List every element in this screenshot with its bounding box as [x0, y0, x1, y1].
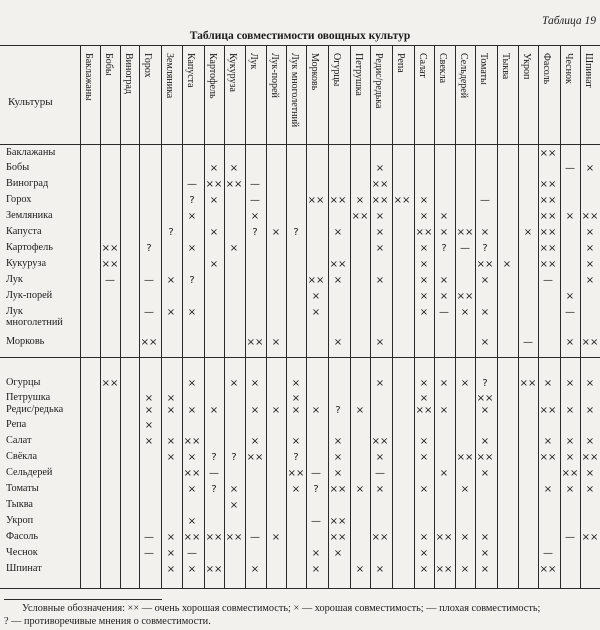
legend-line-2: ? — противоречивые мнения о совместимости. [4, 616, 211, 627]
compatibility-mark: ×× [581, 211, 599, 222]
compatibility-mark: ? [189, 195, 195, 206]
compatibility-mark: — [565, 307, 575, 318]
compatibility-mark: ×× [539, 405, 557, 416]
compatibility-mark: × [311, 405, 321, 416]
row-label: Бобы [6, 162, 30, 173]
compatibility-mark: × [585, 243, 595, 254]
compatibility-mark: × [375, 211, 385, 222]
column-header: Виноград [123, 53, 134, 95]
compatibility-mark: — [565, 532, 575, 543]
row-label: Кукуруза [6, 258, 47, 269]
compatibility-mark: × [209, 259, 219, 270]
column-header: Лук [248, 53, 259, 70]
compatibility-mark: × [585, 227, 595, 238]
compatibility-mark: — [144, 532, 154, 543]
compatibility-mark: — [375, 468, 385, 479]
row-label: Картофель [6, 242, 53, 253]
compatibility-mark: ×× [329, 516, 347, 527]
compatibility-mark: ? [211, 452, 217, 463]
compatibility-mark: × [355, 564, 365, 575]
compatibility-mark: × [250, 436, 260, 447]
compatibility-mark: × [250, 211, 260, 222]
compatibility-mark: ×× [539, 148, 557, 159]
compatibility-mark: × [209, 163, 219, 174]
compatibility-mark: × [333, 337, 343, 348]
column-header: Петрушка [353, 53, 364, 96]
compatibility-mark: × [144, 436, 154, 447]
column-divider [350, 45, 351, 588]
compatibility-mark: × [565, 291, 575, 302]
compatibility-mark: × [375, 337, 385, 348]
compatibility-mark: ×× [329, 195, 347, 206]
compatibility-mark: ×× [476, 393, 494, 404]
compatibility-mark: ? [293, 452, 299, 463]
compatibility-mark: ×× [205, 564, 223, 575]
compatibility-mark: ×× [140, 337, 158, 348]
column-header: Земляника [164, 53, 175, 99]
legend-line-1: Условные обозначения: ×× — очень хорошая совместимость; × — хорошая совместимость; — плохая совместимость; [22, 603, 541, 614]
compatibility-mark: × [355, 405, 365, 416]
compatibility-mark: — [543, 275, 553, 286]
compatibility-mark: × [291, 405, 301, 416]
column-header: Салат [417, 53, 428, 78]
compatibility-mark: ? [441, 243, 447, 254]
compatibility-mark: × [585, 484, 595, 495]
compatibility-mark: × [166, 532, 176, 543]
column-header: Чеснок [563, 53, 574, 84]
table-rule [0, 588, 600, 589]
compatibility-mark: — [480, 195, 490, 206]
compatibility-mark: × [439, 211, 449, 222]
compatibility-mark: ×× [539, 211, 557, 222]
compatibility-mark: × [166, 564, 176, 575]
compatibility-mark: × [291, 378, 301, 389]
compatibility-mark: × [419, 307, 429, 318]
column-header: Шпинат [583, 53, 594, 88]
compatibility-mark: × [166, 307, 176, 318]
row-label: Редис/редька [6, 404, 64, 415]
column-divider [392, 45, 393, 588]
compatibility-mark: × [271, 405, 281, 416]
compatibility-mark: ? [482, 378, 488, 389]
column-header: Свекла [437, 53, 448, 84]
compatibility-mark: × [209, 195, 219, 206]
compatibility-mark: — [543, 548, 553, 559]
compatibility-mark: × [480, 227, 490, 238]
column-header: Томаты [478, 53, 489, 85]
compatibility-mark: × [480, 405, 490, 416]
row-label: Огурцы [6, 377, 41, 388]
compatibility-mark: × [565, 436, 575, 447]
compatibility-mark: ×× [539, 179, 557, 190]
compatibility-mark: × [502, 259, 512, 270]
compatibility-mark: ? [189, 275, 195, 286]
compatibility-mark: ? [146, 243, 152, 254]
compatibility-mark: ×× [561, 468, 579, 479]
compatibility-mark: × [291, 393, 301, 404]
column-divider [245, 45, 246, 588]
compatibility-mark: ×× [371, 532, 389, 543]
compatibility-mark: × [229, 378, 239, 389]
compatibility-mark: ×× [287, 468, 305, 479]
compatibility-mark: × [439, 275, 449, 286]
column-header: Горох [142, 53, 153, 78]
compatibility-mark: — [144, 275, 154, 286]
compatibility-mark: × [585, 378, 595, 389]
compatibility-mark: × [565, 211, 575, 222]
compatibility-mark: × [480, 468, 490, 479]
compatibility-mark: × [375, 452, 385, 463]
row-label: Капуста [6, 226, 42, 237]
compatibility-mark: × [355, 484, 365, 495]
compatibility-mark: × [187, 243, 197, 254]
compatibility-mark: ×× [415, 405, 433, 416]
compatibility-mark: × [166, 452, 176, 463]
row-label: Салат [6, 435, 32, 446]
compatibility-mark: ×× [539, 564, 557, 575]
table-title: Таблица совместимости овощных культур [189, 30, 411, 42]
compatibility-mark: × [419, 564, 429, 575]
compatibility-mark: × [419, 243, 429, 254]
row-label: Морковь [6, 336, 45, 347]
compatibility-mark: ? [168, 227, 174, 238]
compatibility-mark: × [187, 484, 197, 495]
compatibility-mark: ×× [476, 259, 494, 270]
compatibility-mark: — [144, 307, 154, 318]
row-label: Шпинат [6, 563, 42, 574]
compatibility-mark: ×× [519, 378, 537, 389]
column-header: Лук многолетний [289, 53, 300, 128]
compatibility-mark: × [419, 452, 429, 463]
compatibility-mark: × [144, 420, 154, 431]
compatibility-mark: — [523, 337, 533, 348]
column-header: Баклажаны [83, 53, 94, 101]
compatibility-mark: ×× [101, 243, 119, 254]
compatibility-mark: × [419, 484, 429, 495]
row-label: Репа [6, 419, 27, 430]
column-header: Кукуруза [227, 53, 238, 92]
compatibility-mark: ×× [581, 532, 599, 543]
row-label: Лук [6, 274, 23, 285]
compatibility-mark: ? [211, 484, 217, 495]
compatibility-mark: × [271, 227, 281, 238]
compatibility-mark: × [355, 195, 365, 206]
compatibility-mark: ×× [371, 436, 389, 447]
compatibility-mark: × [271, 337, 281, 348]
compatibility-mark: ×× [183, 436, 201, 447]
compatibility-mark: ×× [393, 195, 411, 206]
compatibility-mark: × [480, 564, 490, 575]
compatibility-mark: ×× [456, 227, 474, 238]
compatibility-mark: × [585, 275, 595, 286]
compatibility-mark: × [565, 378, 575, 389]
row-label: Свёкла [6, 451, 38, 462]
compatibility-mark: × [419, 291, 429, 302]
compatibility-mark: ×× [183, 468, 201, 479]
compatibility-mark: × [565, 484, 575, 495]
compatibility-mark: ×× [371, 195, 389, 206]
compatibility-mark: ? [313, 484, 319, 495]
column-header: Огурцы [331, 53, 342, 87]
row-label: Горох [6, 194, 32, 205]
column-divider [80, 45, 81, 588]
compatibility-mark: × [187, 452, 197, 463]
compatibility-mark: ? [293, 227, 299, 238]
column-divider [204, 45, 205, 588]
compatibility-mark: × [291, 436, 301, 447]
compatibility-mark: — [311, 468, 321, 479]
compatibility-mark: × [585, 468, 595, 479]
compatibility-mark: × [585, 436, 595, 447]
compatibility-mark: × [480, 275, 490, 286]
compatibility-mark: × [460, 532, 470, 543]
compatibility-mark: × [480, 532, 490, 543]
compatibility-mark: — [209, 468, 219, 479]
compatibility-mark: × [311, 307, 321, 318]
column-divider [538, 45, 539, 588]
compatibility-mark: — [187, 548, 197, 559]
compatibility-mark: — [250, 195, 260, 206]
column-header: Укроп [521, 53, 532, 80]
column-header: Фасоль [541, 53, 552, 85]
row-label: Лук многолетний [6, 306, 63, 328]
row-label: Земляника [6, 210, 53, 221]
compatibility-mark: ? [482, 243, 488, 254]
compatibility-mark: ? [231, 452, 237, 463]
table-number: Таблица 19 [541, 15, 596, 27]
column-header: Капуста [185, 53, 196, 88]
row-label: Сельдерей [6, 467, 53, 478]
column-divider [120, 45, 121, 588]
compatibility-mark: × [375, 484, 385, 495]
compatibility-mark: ? [335, 405, 341, 416]
compatibility-mark: × [460, 307, 470, 318]
compatibility-mark: × [311, 564, 321, 575]
column-header: Лук-порей [269, 53, 280, 98]
compatibility-mark: ×× [539, 259, 557, 270]
compatibility-mark: ×× [307, 195, 325, 206]
compatibility-mark: × [144, 405, 154, 416]
compatibility-mark: × [375, 564, 385, 575]
crops-column-header: Культуры [8, 96, 53, 108]
compatibility-mark: × [480, 436, 490, 447]
compatibility-mark: × [419, 378, 429, 389]
row-label: Укроп [6, 515, 34, 526]
compatibility-mark: ×× [456, 291, 474, 302]
compatibility-mark: × [229, 163, 239, 174]
compatibility-mark: ×× [539, 227, 557, 238]
row-label: Чеснок [6, 547, 38, 558]
compatibility-mark: ×× [101, 378, 119, 389]
compatibility-mark: × [209, 227, 219, 238]
compatibility-mark: × [166, 405, 176, 416]
compatibility-mark: × [480, 307, 490, 318]
compatibility-mark: ×× [307, 275, 325, 286]
compatibility-mark: ×× [329, 259, 347, 270]
compatibility-mark: × [333, 548, 343, 559]
compatibility-mark: — [439, 307, 449, 318]
row-label: Баклажаны [6, 147, 56, 158]
compatibility-mark: — [460, 243, 470, 254]
compatibility-mark: × [333, 436, 343, 447]
compatibility-mark: ×× [225, 532, 243, 543]
column-header: Репа [395, 53, 406, 73]
compatibility-mark: × [375, 243, 385, 254]
compatibility-mark: × [419, 548, 429, 559]
table-rule [0, 144, 600, 145]
compatibility-mark: ×× [476, 452, 494, 463]
compatibility-mark: × [460, 378, 470, 389]
compatibility-mark: ×× [246, 452, 264, 463]
compatibility-mark: ×× [435, 532, 453, 543]
compatibility-mark: — [187, 179, 197, 190]
compatibility-mark: × [166, 393, 176, 404]
compatibility-mark: × [565, 337, 575, 348]
compatibility-mark: × [419, 275, 429, 286]
column-divider [100, 45, 101, 588]
compatibility-mark: ×× [225, 179, 243, 190]
compatibility-mark: ×× [539, 243, 557, 254]
compatibility-mark: × [585, 259, 595, 270]
compatibility-mark: × [565, 405, 575, 416]
compatibility-mark: × [187, 516, 197, 527]
compatibility-mark: × [419, 436, 429, 447]
compatibility-mark: ×× [371, 179, 389, 190]
row-label: Петрушка [6, 392, 51, 403]
row-label: Виноград [6, 178, 49, 189]
compatibility-mark: × [375, 275, 385, 286]
compatibility-mark: — [311, 516, 321, 527]
compatibility-mark: × [439, 468, 449, 479]
row-label: Фасоль [6, 531, 39, 542]
column-divider [497, 45, 498, 588]
compatibility-mark: ×× [246, 337, 264, 348]
compatibility-mark: × [250, 564, 260, 575]
compatibility-mark: ×× [205, 532, 223, 543]
compatibility-mark: × [439, 227, 449, 238]
compatibility-mark: × [333, 227, 343, 238]
compatibility-mark: × [585, 163, 595, 174]
row-label: Лук-порей [6, 290, 53, 301]
row-label: Томаты [6, 483, 39, 494]
row-label: Тыква [6, 499, 33, 510]
compatibility-mark: × [271, 532, 281, 543]
compatibility-mark: × [523, 227, 533, 238]
compatibility-mark: × [480, 548, 490, 559]
compatibility-mark: ×× [329, 484, 347, 495]
column-divider [518, 45, 519, 588]
compatibility-mark: × [460, 564, 470, 575]
compatibility-mark: ×× [351, 211, 369, 222]
column-header: Редис/редька [373, 53, 384, 109]
column-header: Сельдерей [458, 53, 469, 99]
compatibility-mark: × [229, 500, 239, 511]
table-rule [0, 45, 600, 46]
compatibility-mark: × [543, 378, 553, 389]
compatibility-mark: × [439, 378, 449, 389]
column-header: Бобы [103, 53, 114, 76]
compatibility-mark: ×× [205, 179, 223, 190]
compatibility-mark: × [439, 291, 449, 302]
compatibility-mark: × [144, 393, 154, 404]
compatibility-mark: ×× [435, 564, 453, 575]
compatibility-mark: — [144, 548, 154, 559]
compatibility-mark: × [333, 452, 343, 463]
compatibility-mark: × [311, 291, 321, 302]
compatibility-mark: ×× [539, 195, 557, 206]
compatibility-mark: × [250, 405, 260, 416]
compatibility-mark: × [291, 484, 301, 495]
compatibility-mark: × [460, 484, 470, 495]
column-divider [286, 45, 287, 588]
compatibility-mark: × [311, 548, 321, 559]
compatibility-mark: ×× [329, 532, 347, 543]
column-header: Картофель [207, 53, 218, 99]
compatibility-mark: × [565, 452, 575, 463]
legend-divider [4, 599, 162, 600]
compatibility-mark: × [439, 405, 449, 416]
compatibility-mark: × [187, 211, 197, 222]
compatibility-mark: × [250, 378, 260, 389]
compatibility-mark: × [209, 405, 219, 416]
column-divider [580, 45, 581, 588]
compatibility-mark: × [187, 378, 197, 389]
compatibility-mark: × [333, 275, 343, 286]
compatibility-mark: × [419, 259, 429, 270]
table-rule [0, 357, 600, 358]
compatibility-mark: × [333, 468, 343, 479]
column-divider [370, 45, 371, 588]
compatibility-mark: — [105, 275, 115, 286]
compatibility-mark: × [375, 227, 385, 238]
compatibility-mark: ×× [415, 227, 433, 238]
compatibility-mark: × [375, 378, 385, 389]
compatibility-mark: × [187, 564, 197, 575]
compatibility-mark: × [166, 436, 176, 447]
compatibility-mark: ×× [456, 452, 474, 463]
compatibility-mark: — [250, 179, 260, 190]
compatibility-mark: × [375, 163, 385, 174]
column-header: Тыква [500, 53, 511, 80]
compatibility-mark: ×× [101, 259, 119, 270]
column-divider [328, 45, 329, 588]
compatibility-mark: × [166, 548, 176, 559]
compatibility-mark: — [250, 532, 260, 543]
column-divider [266, 45, 267, 588]
compatibility-mark: × [543, 484, 553, 495]
compatibility-mark: × [419, 195, 429, 206]
compatibility-mark: × [187, 307, 197, 318]
compatibility-mark: × [480, 337, 490, 348]
compatibility-mark: ? [252, 227, 258, 238]
compatibility-mark: — [565, 163, 575, 174]
compatibility-mark: × [419, 211, 429, 222]
compatibility-mark: × [166, 275, 176, 286]
compatibility-mark: × [187, 405, 197, 416]
compatibility-mark: ×× [581, 452, 599, 463]
compatibility-mark: ×× [581, 337, 599, 348]
compatibility-mark: × [543, 436, 553, 447]
compatibility-mark: × [419, 532, 429, 543]
compatibility-mark: × [229, 243, 239, 254]
compatibility-mark: × [585, 405, 595, 416]
compatibility-mark: × [229, 484, 239, 495]
compatibility-mark: ×× [183, 532, 201, 543]
column-header: Морковь [309, 53, 320, 91]
compatibility-mark: ×× [539, 452, 557, 463]
compatibility-mark: × [419, 393, 429, 404]
